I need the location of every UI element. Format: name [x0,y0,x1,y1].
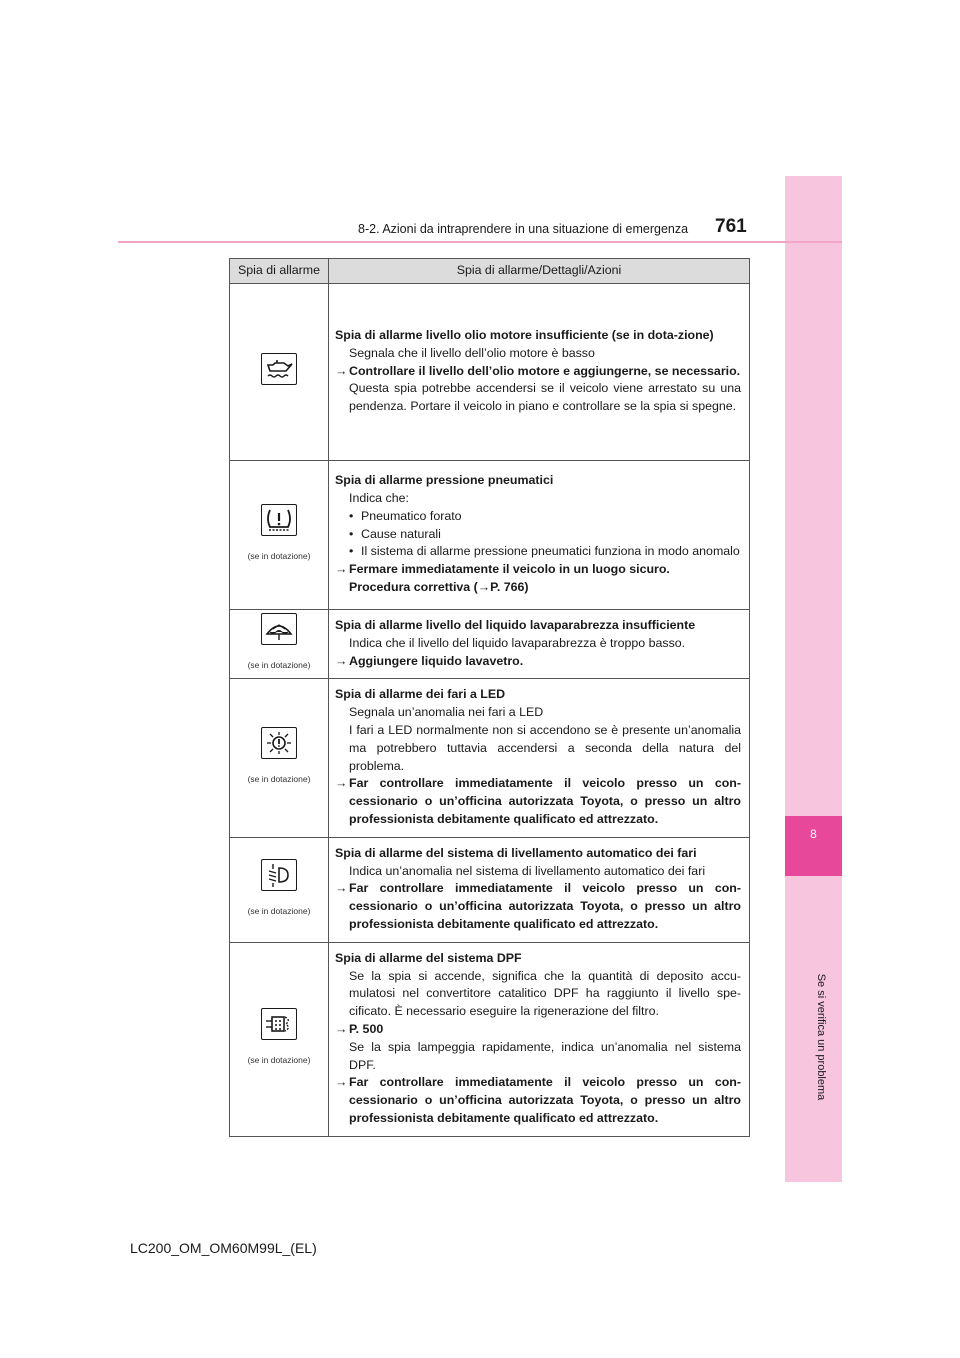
icon-cell [230,461,329,610]
row-action: → Far controllare immediatamente il veicolo presso un con-cessionario o un’officina autorizzata Toyota, o presso un altro professionista debitamente qualificato ed attrezzato. [335,881,741,931]
tire-pressure-icon [261,504,297,536]
row-title: Spia di allarme del sistema DPF [335,950,522,965]
row-text: I fari a LED normalmente non si accendono se è presente un’anomalia ma potrebbero tuttavia accendersi a seconda della natura del problema. [349,722,741,773]
details-cell [329,610,750,679]
dpf-icon [261,1008,297,1040]
row-text: Se la spia si accende, significa che la quantità di deposito accu-mulatosi nel convertitore catalitico DPF ha raggiunto il livello spe-cificato. È necessario eseguire la rigenerazione del filtro. [349,968,741,1019]
row-text: Se la spia lampeggia rapidamente, indica un’anomalia nel sistema DPF. [349,1039,741,1072]
table-row [230,461,750,610]
table-row [230,837,750,942]
document-code: LC200_OM_OM60M99L_(EL) [130,1240,317,1256]
list-item: • Pneumatico forato [349,508,462,523]
row-action: → Far controllare immediatamente il veicolo presso un con-cessionario o un’officina autorizzata Toyota, o presso un altro professionista debitamente qualificato ed attrezzato. [335,1075,741,1125]
row-text: Segnala che il livello dell’olio motore è basso [349,345,595,360]
warning-lights-table [229,258,750,1137]
table-row [230,942,750,1136]
table-row [230,679,750,837]
details-cell [329,284,750,461]
row-action-reference: Procedura correttiva (→P. 766) [349,579,529,594]
icon-cell [230,837,329,942]
icon-cell [230,679,329,837]
icon-cell [230,284,329,461]
row-reference: → P. 500 [335,1021,384,1036]
icon-caption: (se in dotazione) [247,905,311,916]
row-title: Spia di allarme livello del liquido lavaparabrezza insufficiente [335,618,696,632]
row-note: Questa spia potrebbe accendersi se il veicolo viene arrestato su una pendenza. Portare il veicolo in piano e controllare se la spia si spegne. [349,381,741,414]
icon-caption: (se in dotazione) [247,660,311,671]
row-title: Spia di allarme dei fari a LED [335,687,506,702]
header-rule [118,241,842,243]
column-header-light: Spia di allarme [230,259,329,284]
row-title: Spia di allarme del sistema di livellamento automatico dei fari [335,845,697,860]
icon-cell [230,610,329,679]
icon-cell [230,942,329,1136]
icon-caption: (se in dotazione) [247,774,311,785]
details-cell [329,942,750,1136]
icon-caption: (se in dotazione) [247,1055,311,1066]
row-action: → Aggiungere liquido lavavetro. [335,653,524,668]
row-text: Indica che: [349,491,409,505]
chapter-number: 8 [810,827,817,841]
led-headlight-icon [261,727,297,759]
washer-fluid-icon [261,613,297,645]
row-title: Spia di allarme pressione pneumatici [335,473,554,488]
oil-level-icon [261,353,297,385]
chapter-number-box [785,816,842,876]
row-text: Segnala un’anomalia nei fari a LED [349,705,544,720]
list-item: • Il sistema di allarme pressione pneumatici funziona in modo anomalo [349,544,740,559]
details-cell [329,837,750,942]
row-action: → Fermare immediatamente il veicolo in un luogo sicuro. [335,562,670,577]
details-cell [329,461,750,610]
row-text: Indica un’anomalia nel sistema di livellamento automatico dei fari [349,863,706,878]
row-title: Spia di allarme livello olio motore insufficiente (se in dota-zione) [335,328,714,342]
row-action: → Far controllare immediatamente il veicolo presso un con-cessionario o un’officina autorizzata Toyota, o presso un altro professionista debitamente qualificato ed attrezzato. [335,776,741,826]
chapter-side-tab [785,176,842,1182]
list-item: • Cause naturali [349,526,441,541]
headlight-leveling-icon [261,859,297,891]
table-header-row [230,259,750,284]
row-text: Indica che il livello del liquido lavaparabrezza è troppo basso. [349,635,686,650]
section-title: 8-2. Azioni da intraprendere in una situazione di emergenza [358,222,689,236]
table-row [230,284,750,461]
row-action: → Controllare il livello dell’olio motore e aggiungerne, se necessario. [335,363,741,378]
chapter-title: Se si verifica un problema [815,973,827,1101]
icon-caption: (se in dotazione) [247,551,311,561]
page-number: 761 [715,216,747,237]
table-row [230,610,750,679]
column-header-details: Spia di allarme/Dettagli/Azioni [329,259,750,284]
details-cell [329,679,750,837]
